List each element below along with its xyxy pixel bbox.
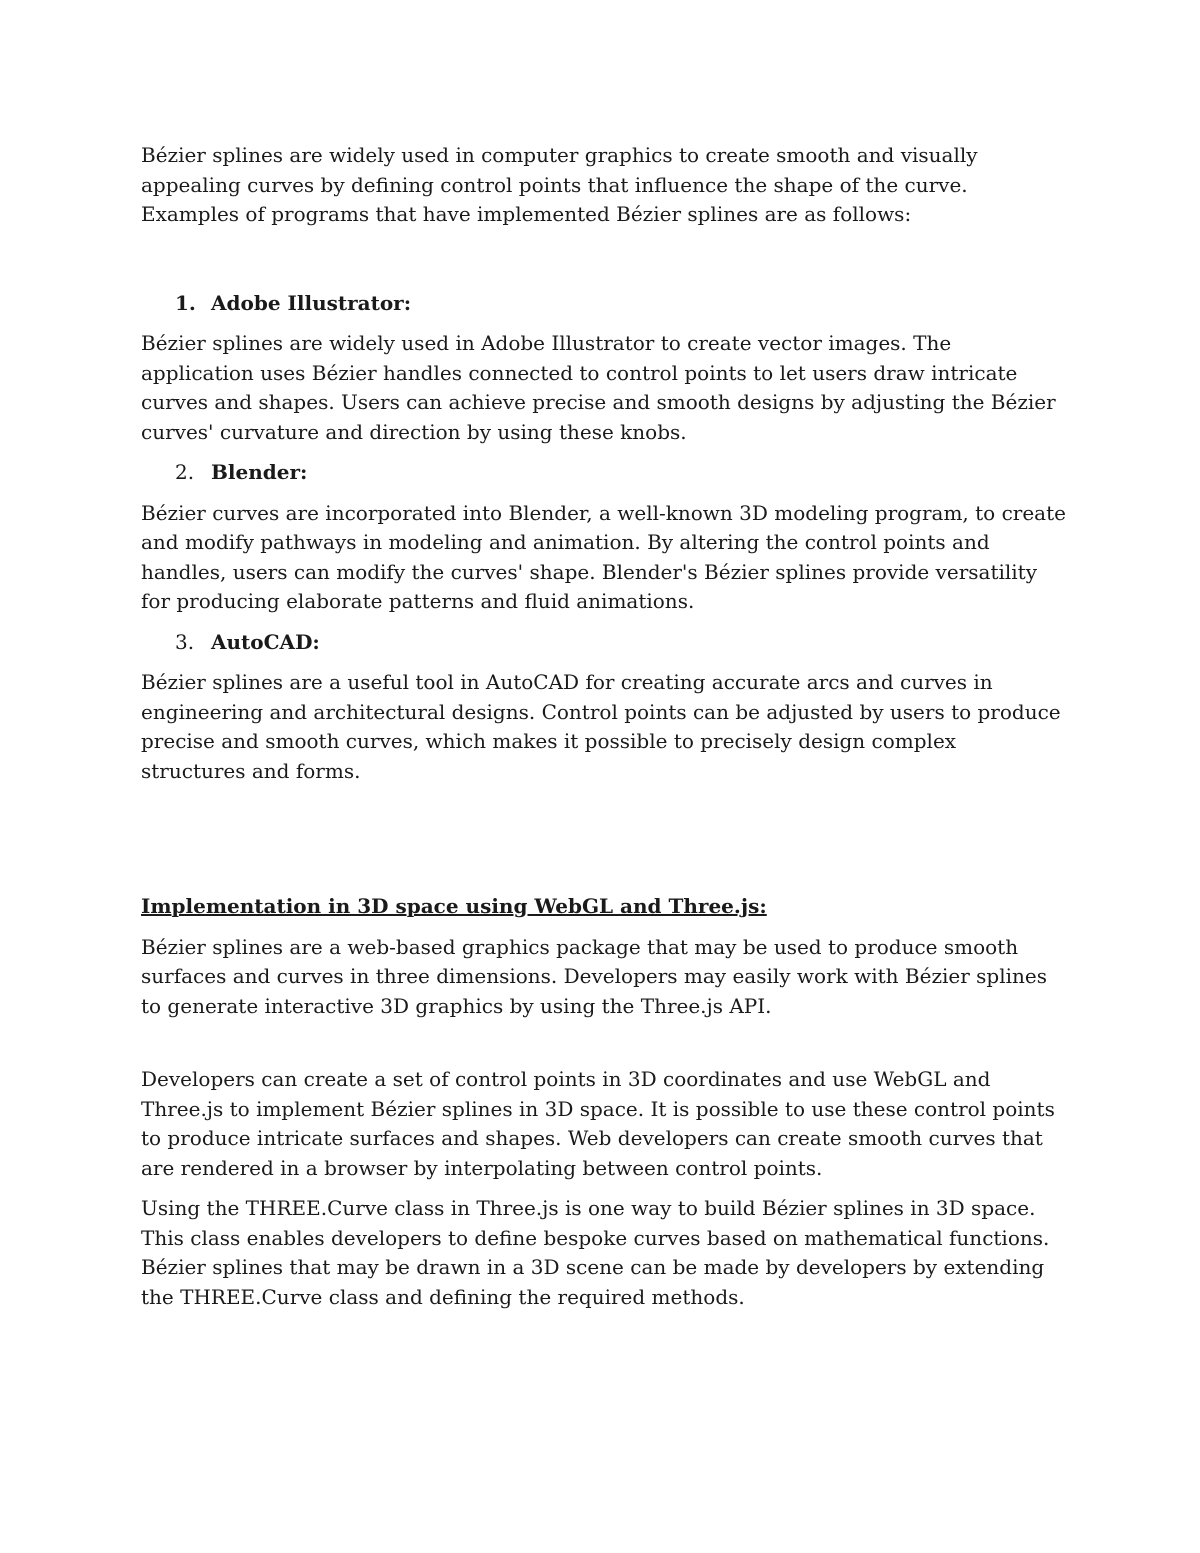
list-number-2: 2. xyxy=(175,460,195,484)
list-title-3: AutoCAD: xyxy=(211,629,320,654)
section-heading: Implementation in 3D space using WebGL and Three.js: xyxy=(141,894,767,918)
list-item-heading-1 xyxy=(141,289,1066,319)
list-title-2: Blender: xyxy=(211,460,308,484)
list-number-3: 3. xyxy=(175,629,195,654)
list-title-1: Adobe Illustrator: xyxy=(211,290,412,315)
list-body-2: Bézier curves are incorporated into Blender, a well-known 3D modeling program, to create and modify pathways in modeling and animation. By altering the control points and handles, users can modify the curves' shape. Blender's Bézier splines provide versatility for producing elaborate patterns and fluid animations. xyxy=(141,500,1066,613)
section-paragraph-1: Bézier splines are a web-based graphics package that may be used to produce smooth surfaces and curves in three dimensions. Developers may easily work with Bézier splines to generate interactive 3D graphics by using the Three.js API. xyxy=(141,934,1047,1018)
list-number-1: 1. xyxy=(175,290,196,315)
list-item-heading-2 xyxy=(141,458,1066,488)
list-body-1: Bézier splines are widely used in Adobe Illustrator to create vector images. The application uses Bézier handles connected to control points to let users draw intricate curves and shapes. Users can achieve precise and smooth designs by adjusting the Bézier curves' curvature and direction by using these knobs. xyxy=(141,331,1056,444)
document-content xyxy=(141,141,1066,1312)
list-item-heading-3 xyxy=(141,628,1066,658)
intro-paragraph: Bézier splines are widely used in computer graphics to create smooth and visually appealing curves by defining control points that influence the shape of the curve. Examples of programs that have implemented Bézier splines are as follows: xyxy=(141,143,978,226)
section-paragraph-2: Developers can create a set of control points in 3D coordinates and use WebGL and Three.js to implement Bézier splines in 3D space. It is possible to use these control points to produce intricate surfaces and shapes. Web developers can create smooth curves that are rendered in a browser by interpolating between control points. xyxy=(141,1067,1055,1180)
list-body-3: Bézier splines are a useful tool in AutoCAD for creating accurate arcs and curves in engineering and architectural designs. Control points can be adjusted by users to produce precise and smooth curves, which makes it possible to precisely design complex structures and forms. xyxy=(141,670,1061,783)
section-paragraph-3: Using the THREE.Curve class in Three.js is one way to build Bézier splines in 3D space. This class enables developers to define bespoke curves based on mathematical functions. Bézier splines that may be drawn in a 3D scene can be made by developers by extending the THREE.Curve class and defining the required methods. xyxy=(141,1196,1050,1309)
